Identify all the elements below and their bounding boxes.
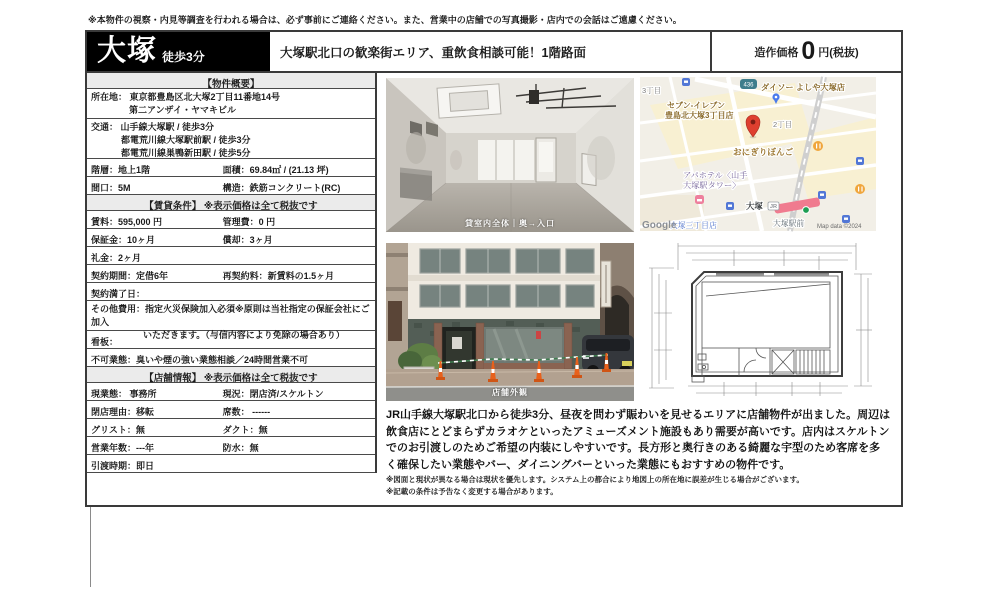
row-contract [87, 265, 375, 283]
map-label-ekimae: 大塚駅前 [773, 219, 805, 228]
station-name: 大塚 [97, 35, 158, 67]
interior-photo-caption: 貸室内全体｜奥→入口 [465, 219, 555, 228]
prohibited-business: 不可業態：臭いや煙の強い業態相談／24時間営業不可 [91, 355, 309, 365]
row-years [87, 437, 375, 455]
fitout-price-unit: 円(税抜) [818, 46, 859, 59]
row-key-money [87, 247, 375, 265]
row-other-fees [87, 301, 375, 340]
section-shop [87, 367, 375, 383]
row-prohibited [87, 349, 375, 367]
map-label-2chome: 2丁目 [773, 120, 793, 129]
photo-exterior [386, 243, 634, 401]
row-frontage [87, 177, 375, 195]
handover-date: 引渡時期：即日 [91, 461, 155, 471]
location-map [640, 77, 876, 231]
deposit: 保証金：10ヶ月 [91, 235, 156, 245]
current-use: 現業態： 事務所 [91, 389, 157, 399]
map-label-3chome: 3丁目 [642, 86, 662, 95]
floor-plan-drawing [644, 238, 876, 402]
map-label-apa1: アパホテル〈山手 [683, 171, 748, 180]
map-label-seven1: セブン-イレブン [667, 101, 726, 110]
map-copyright: Map data ©2024 [817, 224, 862, 230]
contract-end: 契約満了日： [91, 289, 146, 299]
address-line2: 第二アンザイ・ヤマキビル [129, 105, 237, 115]
business-years: 営業年数：---年 [91, 443, 154, 453]
management-fee: 管理費：0 円 [222, 217, 276, 227]
section-lease [87, 195, 375, 211]
property-table [87, 73, 377, 473]
frontage: 間口：5M [91, 183, 131, 193]
grease-trap: グリスト：無 [91, 425, 145, 435]
header-row [87, 32, 901, 73]
exterior-photo-drawing [386, 243, 634, 401]
interior-photo-drawing [386, 78, 634, 232]
floor-level: 階層：地上1階 [91, 165, 151, 175]
other-fees-line1: その他費用：指定火災保険加入必須※原則は当社指定の保証会社にご加入 [91, 304, 370, 327]
rent: 賃料：595,000 円 [91, 217, 163, 227]
address-line1: 所在地： 東京都豊島区北大塚2丁目11番地14号 [91, 92, 281, 102]
jr-mark: JR [769, 204, 778, 211]
floor-size: 面積：69.84㎡ / (21.13 坪) [222, 165, 329, 175]
row-address [87, 89, 375, 119]
row-grease-duct [87, 419, 375, 437]
fitout-price-value: 0 [801, 37, 816, 65]
walk-time: 徒歩3分 [162, 50, 205, 64]
row-handover [87, 455, 375, 473]
map-label-apa2: 大塚駅タワー〉 [683, 181, 741, 190]
map-route436-label: 436 [743, 82, 754, 89]
map-label-onigiri: おにぎりぼんご [733, 147, 794, 157]
google-logo: Google [642, 220, 677, 231]
section-shop-title: 【店舗情報】 ※表示価格は全て税抜です [144, 373, 318, 384]
row-floor-area [87, 159, 375, 177]
row-contract-end [87, 283, 375, 301]
fitout-price [710, 32, 901, 71]
map-label-otsuka: 大塚 [746, 201, 763, 211]
other-fees-line2: いただきます。（与信内容により免除の場合あり） [143, 330, 345, 340]
section-lease-title: 【賃貸条件】 ※表示価格は全て税抜です [144, 201, 318, 212]
map-drawing [640, 77, 876, 231]
renewal-fee: 再契約料：新賃料の1.5ヶ月 [222, 271, 335, 281]
contract-term: 契約期間：定借6年 [91, 271, 169, 281]
row-access [87, 119, 375, 159]
row-deposit [87, 229, 375, 247]
key-money: 礼金：2ヶ月 [91, 253, 142, 263]
amortization: 償却：3ヶ月 [222, 235, 273, 245]
current-state: 現況：閉店済/スケルトン [222, 389, 324, 399]
waterproof: 防水：無 [222, 443, 259, 453]
floor-plan [644, 238, 876, 402]
duct: ダクト：無 [222, 425, 268, 435]
row-close-reason [87, 401, 375, 419]
section-overview-title: 【物件概要】 [202, 79, 260, 90]
description-notes [386, 474, 891, 497]
access-line3: 都電荒川線巣鴨新田駅 / 徒歩5分 [121, 148, 251, 158]
top-notice: ※本物件の視察・内見等調査を行われる場合は、必ず事前にご連絡ください。また、営業中の店舗での写真撮影・店内での会話はご遠慮ください。 [88, 15, 682, 25]
map-label-daiso: ダイソー よしや大塚店 [761, 83, 845, 92]
station-title-box [87, 32, 270, 71]
access-line2: 都電荒川線大塚駅前駅 / 徒歩3分 [121, 135, 251, 145]
exterior-photo-caption: 店舗外観 [492, 388, 528, 397]
description-paragraph: JR山手線大塚駅北口から徒歩3分、昼夜を問わず賑わいを見せるエリアに店舗物件が出ました。周辺は飲食店にとどまらずカラオケといったアミューズメント施設もあり需要が高いです。店内はスケルトンでのお引渡しのためご希望の内装にしやすいです。長方形と奥行きのある綺麗な宇型のため客席を多く確保したい業態やバー、ダイニングバーといった業態にもおすすめの物件です。 [386, 409, 891, 471]
row-current-use [87, 383, 375, 401]
description-note-2: ※記載の条件は予告なく変更する場合があります。 [386, 486, 558, 496]
seat-count: 席数： ------ [222, 407, 271, 417]
close-reason: 閉店理由：移転 [91, 407, 155, 417]
page-tail-line [90, 507, 91, 587]
map-label-seven2: 豊島北大塚3丁目店 [665, 111, 734, 120]
photo-interior [386, 78, 634, 232]
signboard: 看板： [91, 337, 119, 347]
map-label-sanchome: 大塚三丁目店 [670, 221, 717, 230]
description-note-1: ※図面と現状が異なる場合は現状を優先します。システム上の都合により地図上の所在地に誤差が生じる場合がございます。 [386, 475, 804, 484]
access-line1: 交通： 山手線大塚駅 / 徒歩3分 [91, 122, 215, 132]
structure: 構造：鉄筋コンクリート(RC) [222, 183, 341, 193]
row-rent [87, 211, 375, 229]
fitout-price-label: 造作価格 [754, 46, 799, 59]
catch-copy: 大塚駅北口の歓楽街エリア、重飲食相談可能！1階路面 [280, 45, 586, 60]
section-overview [87, 73, 375, 89]
